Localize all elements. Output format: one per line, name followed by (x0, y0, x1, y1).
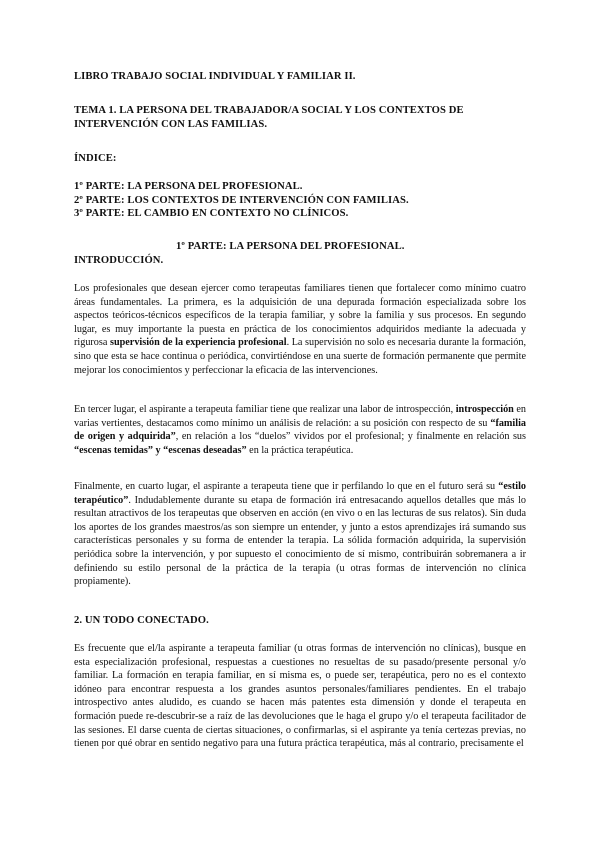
index-heading: ÍNDICE: (74, 153, 117, 164)
index-item-2: 2º PARTE: LOS CONTEXTOS DE INTERVENCIÓN CON FAMILIAS. (74, 194, 409, 206)
paragraph-2: En tercer lugar, el aspirante a terapeuta familiar tiene que realizar una labor de introspección, introspección en varias vertientes, destacamos como mínimo un análisis de relación: a su posición con respecto de su “familia de origen y adquirida”, en relación a los “duelos” vividos por el profesional; y finalmente en relación sus “escenas temidas” y “escenas deseadas” en la práctica terapéutica. (74, 404, 526, 456)
paragraph-3: Finalmente, en cuarto lugar, el aspirante a terapeuta tiene que ir perfilando lo que en el futuro será su “estilo terapéutico”. Indudablemente durante su etapa de formación irá entresacando aquellos detalles que más lo resultan atractivos de los terapeutas que observen en acción (en vivo o en las lecturas de sus relatos). Sin duda los aportes de los grandes maestros/as son siempre un entender, y junto a estos aprendizajes irá sumando sus características personales y su forma de entender la terapia. La sólida formación adquirida, la supervisión periódica sobre la intervención, y por supuesto el conocimiento de sí mismo, contribuirán sobremanera a ir definiendo su estilo personal de la práctica de la terapia (u otras formas de intervención no clínica propiamente). (74, 481, 526, 588)
paragraph-4: Es frecuente que el/la aspirante a terapeuta familiar (u otras formas de intervención no clínicas), busque en esta especialización profesional, respuestas a cuestiones no resueltas de su pasado/presente personal y/o familiar. La formación en terapia familiar, en sí misma es, o puede ser, terapéutica, pero no es el contexto idóneo para encontrar respuesta a los grandes asuntos personales/familiares pendientes. En el trabajo introspectivo antes aludido, es cuando se hacen más patentes esta dimensión y donde el terapeuta en formación puede re-descubrir-se a raíz de las devoluciones que le haga el grupo y/o el terapeuta facilitador de las sesiones. El darse cuenta de ciertas situaciones, o confirmarlas, si el aspirante ya tenía certezas previas, no tienen por qué obrar en sentido negativo para una futura práctica terapéutica, más al contrario, precisamente el (74, 643, 526, 750)
index-item-3: 3º PARTE: EL CAMBIO EN CONTEXTO NO CLÍNICOS. (74, 208, 349, 220)
intro-heading: INTRODUCCIÓN. (74, 255, 164, 266)
index-item-1: 1º PARTE: LA PERSONA DEL PROFESIONAL. (74, 181, 303, 192)
index-list (74, 180, 526, 221)
part1-heading: 1º PARTE: LA PERSONA DEL PROFESIONAL. (176, 241, 405, 252)
topic-title: TEMA 1. LA PERSONA DEL TRABAJADOR/A SOCIAL Y LOS CONTEXTOS DE INTERVENCIÓN CON LAS FAMILIAS. (74, 105, 464, 130)
book-title: LIBRO TRABAJO SOCIAL INDIVIDUAL Y FAMILIAR II. (74, 71, 356, 82)
section2-heading: 2. UN TODO CONECTADO. (74, 615, 209, 626)
paragraph-1: Los profesionales que desean ejercer como terapeutas familiares tienen que fortalecer como mínimo cuatro áreas fundamentales. La primera, es la adquisición de una depurada formación especializada sobre los aspectos teóricos-técnicos específicos de la terapia familiar, y sobre la familia y sus procesos. En segundo lugar, es muy importante la puesta en práctica de los conocimientos adquiridos mediante la adecuada y rigurosa supervisión de la experiencia profesional. La supervisión no solo es necesaria durante la formación, sino que esta se hace continua o periódica, convirtiéndose en una suerte de formación permanente que permite mejorar los conocimientos y perfeccionar la eficacia de las intervenciones. (74, 283, 526, 376)
